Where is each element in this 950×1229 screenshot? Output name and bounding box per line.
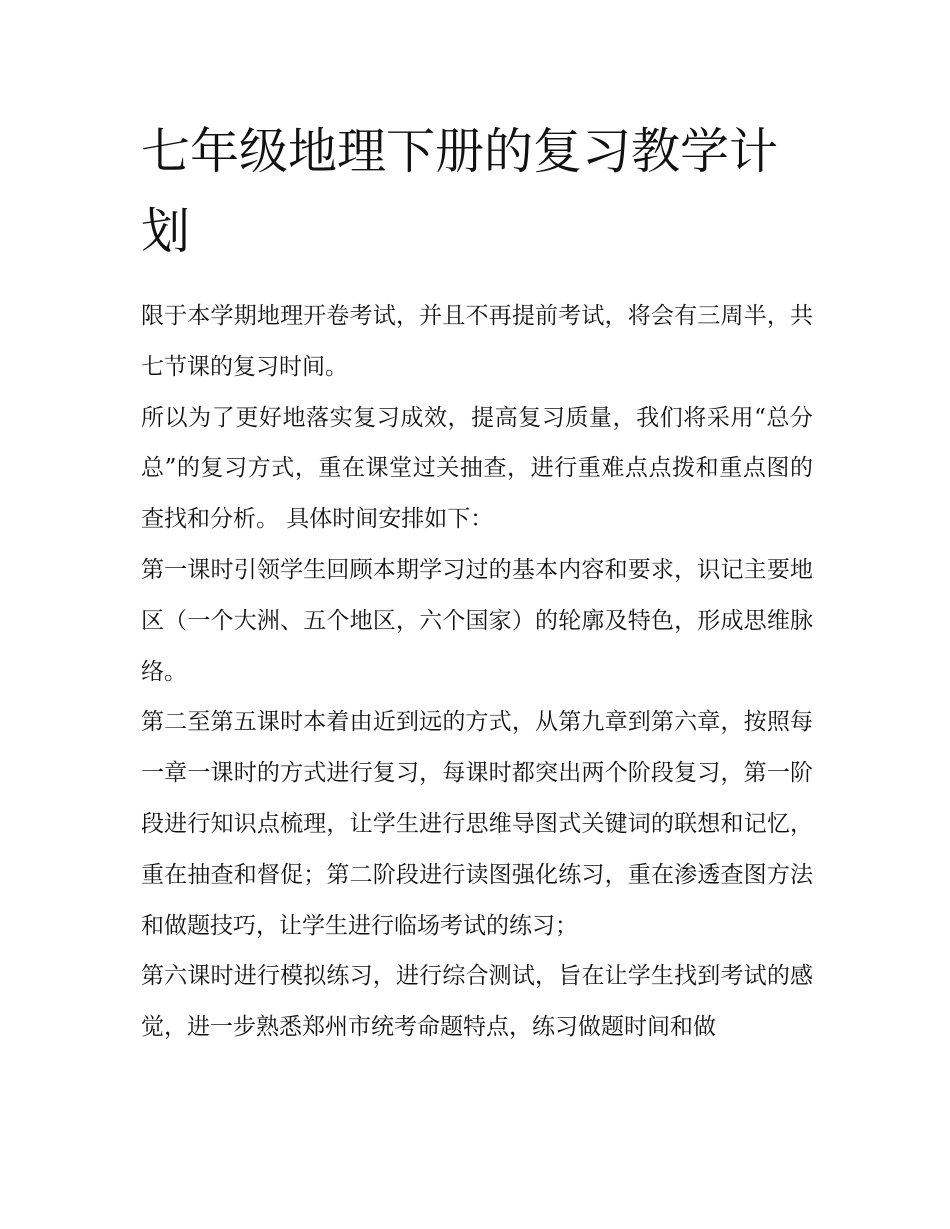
document-title: 七年级地理下册的复习教学计划 <box>141 123 779 260</box>
paragraph-lesson-1: 第一课时引领学生回顾本期学习过的基本内容和要求，识记主要地区（一个大洲、五个地区，六个国家）的轮廓及特色，形成思维脉络。 <box>141 556 813 685</box>
paragraph-lessons-2-5: 第二至第五课时本着由近到远的方式，从第九章到第六章，按照每一章一课时的方式进行复习，每课时都突出两个阶段复习，第一阶段进行知识点梳理，让学生进行思维导图式关键词的联想和记忆，重在抽查和督促；第二阶段进行读图强化练习，重在渗透查图方法和做题技巧，让学生进行临场考试的练习； <box>141 709 813 939</box>
document-content <box>141 112 813 1053</box>
paragraph-method: 所以为了更好地落实复习成效，提高复习质量，我们将采用“总分总”的复习方式，重在课堂过关抽查，进行重难点点拨和重点图的查找和分析。 具体时间安排如下： <box>141 404 813 533</box>
title-spacing <box>141 272 813 291</box>
paragraph-intro: 限于本学期地理开卷考试，并且不再提前考试，将会有三周半，共七节课的复习时间。 <box>141 303 813 380</box>
paragraph-lesson-6: 第六课时进行模拟练习，进行综合测试，旨在让学生找到考试的感觉，进一步熟悉郑州市统考命题特点，练习做题时间和做 <box>141 963 813 1041</box>
